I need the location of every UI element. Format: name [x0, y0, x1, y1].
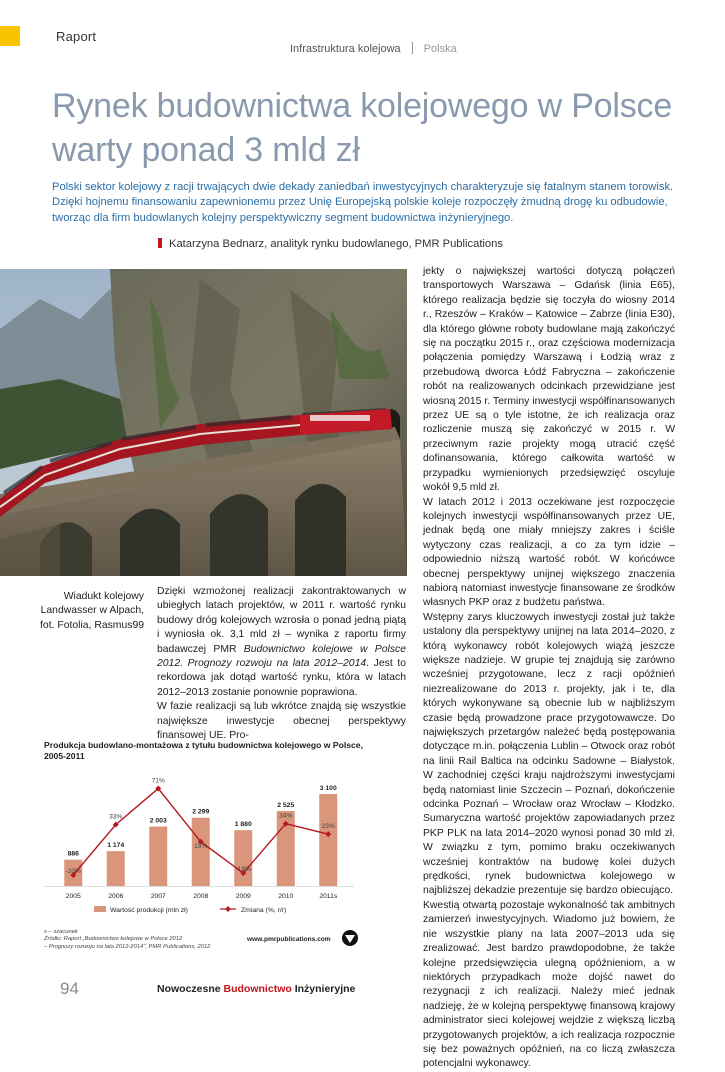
bar-2007	[149, 827, 167, 886]
bar-label-2011s: 3 100	[319, 784, 337, 792]
chart-note-1: s – szacunek	[44, 929, 78, 935]
article-title	[52, 84, 692, 172]
x-tick-2006: 2006	[108, 893, 124, 900]
legend-label-line: Zmiana (%, r/r)	[241, 907, 287, 914]
change-label-2009: -18%	[235, 866, 251, 874]
viaduct-illustration	[0, 269, 407, 576]
right-paragraph-2: W latach 2012 i 2013 oczekiwane jest rozpoczęcie kolejnych inwestycji współfinansowanych przez UE, jednak będą one miały mniejszy zakres i ściśle wytyczony czas realizacji, a co za tym idzie – odpowiednio niższą wartość robót. W końcówce obecnej perspektywy unijnej większego znaczenia nabiorą natomiast inwestycje finansowane ze środków własnych PKP oraz z budżetu państwa.	[423, 496, 675, 609]
bar-label-2007: 2 003	[149, 817, 167, 825]
legend-swatch-point	[225, 906, 231, 912]
right-paragraph-3: Wstępny zarys kluczowych inwestycji został już także ustalony dla perspektywy unijnej na lata 2014–2020, z którą wykonawcy robót kolejowych wiążą jeszcze większe nadzieje. W grupie tej znajdują się zarówno wcześniej przygotowane, lecz z racji opóźnień niezrealizowane do 2013 r. projekty, jak i te, dla których wykonywane są obecnie lub w najbliższym czasie będą prowadzone prace przygotowawcze. Do największych przetargów należeć będą postępowania dotyczące m.in. połączenia Lublin – Otwock oraz robót na linii Rail Baltica na odcinku Sadowne – Białystok. W zachodniej części kraju najdroższymi inwestycjami będą natomiast linie Szczecin – Poznań, dokończenie odcinka Poznań – Wrocław oraz Wrocław – Kłodzko. Sumaryczna wartość projektów zapowiadanych przez PKP PLK na lata 2014–2020 wynosi ponad 30 mld zł. W związku z tym, pomimo braku oczekiwanych wcześniej kontraktów na budowę kolei dużych prędkości, rynek budownictwa kolejowego w najbliższej dekadzie prezentuje się bardzo obiecująco.	[423, 611, 675, 897]
breadcrumb-country: Polska	[423, 43, 457, 55]
production-chart	[44, 740, 364, 955]
magazine-name-part-1: Nowoczesne	[157, 983, 224, 995]
breadcrumb-category: Infrastruktura kolejowa	[290, 43, 401, 55]
change-label-2006: 33%	[109, 813, 123, 821]
change-label-2010: 34%	[279, 812, 293, 820]
author-name: Katarzyna Bednarz	[169, 238, 265, 250]
bar-label-2005: 886	[67, 850, 79, 858]
article-column-right	[423, 265, 675, 1072]
byline-marker	[158, 238, 162, 248]
magazine-name	[157, 983, 355, 995]
magazine-name-part-2: Budownictwo	[223, 983, 292, 995]
x-tick-2008: 2008	[193, 893, 209, 900]
page-number: 94	[60, 979, 79, 998]
section-label: Raport	[56, 29, 97, 44]
pmr-logo-icon	[341, 929, 359, 947]
report-title-citation: Budownictwo kolejowe w Polsce 2012. Prognozy rozwoju na lata 2012–2014	[157, 643, 406, 670]
bar-label-2010: 2 525	[277, 802, 295, 810]
change-label-2011s: 23%	[321, 823, 335, 831]
chart-title: Produkcja budowlano-montażowa z tytułu budownictwa kolejowego w Polsce, 2005-2011	[44, 740, 363, 761]
x-tick-2009: 2009	[235, 893, 251, 900]
x-tick-2011s: 2011s	[319, 893, 338, 900]
change-label-2005: -20%	[65, 868, 81, 875]
bar-label-2009: 1 880	[234, 821, 252, 829]
bar-2008	[192, 818, 210, 886]
right-paragraph-4: Kwestią otwartą pozostaje wykonalność tak ambitnych zamierzeń inwestycyjnych. Wiadomo już bowiem, że nie wszystkie plany na lata 2007–2013 uda się zrealizować. Jest bardzo prawdopodobne, że także kolejne przedsięwzięcia ulegną opóźnieniom, a w niektórych przypadkach może dojść nawet do rezygnacji z ich realizacji. Należy mieć jednak nadzieję, że w kolejną perspektywę finansową krajowy administrator sieci kolejowej wejdzie z większą liczbą przygotowanych projektów, a ich realizacja rozpocznie się bez poważnych opóźnień, na co liczą zwłaszcza potencjalni wykonawcy.	[423, 899, 675, 1070]
chart-note-3: – Prognozy rozwoju na lata 2012-2014", PMR Publications, 2012	[44, 943, 211, 950]
byline	[158, 238, 503, 250]
chart-plot	[44, 766, 364, 926]
middle-paragraph-2: W fazie realizacji są lub wkrótce znajdą się wszystkie największe inwestycje obecnej perspektywy finansowej UE. Pro-	[157, 701, 406, 742]
magazine-name-part-3: Inżynieryjne	[291, 983, 356, 995]
change-label-2008: 15%	[194, 842, 208, 850]
change-label-2007: 71%	[151, 777, 165, 785]
bar-label-2008: 2 299	[192, 808, 210, 816]
legend-label-bars: Wartość produkcji (mln zł)	[110, 907, 188, 914]
article-lead: Polski sektor kolejowy z racji trwających dwie dekady zaniedbań inwestycyjnych charakteryzuje się fatalnym stanem torowisk. Dzięki hojnemu finansowaniu zapewnionemu przez Unię Europejską polskie koleje rozpoczęły żmudną drogę ku odbudowie, tworząc dla firm budowlanych kolejny perspektywiczny segment budownictwa inżynieryjnego.	[52, 181, 674, 224]
right-paragraph-1: jekty o największej wartości dotyczą połączeń transportowych Warszawa – Gdańsk (linia E65), którego realizacja będzie się toczyła do wiosny 2014 r., Rzeszów – Kraków – Katowice – Zabrze (linia E30), dla którego główne roboty budowlane mają zakończyć się na początku 2015 r., oraz częściowa modernizacja połączenia pomiędzy Warszawą i Łodzią wraz z przebudową dworca Łódź Fabryczna – zakończenie robót na realizowanych odcinkach przewidziane jest wiosną 2015 r. Terminy inwestycji współfinansowanych przez UE są o tyle istotne, że ich realizacja oraz rozliczenie muszą się zakończyć w 2015 r. W przeciwnym razie projekty mogą utracić część dofinansowania, którego całkowita wartość w przypadku wymienionych przedsięwzięć oscyluje wokół 9,5 mld zł.	[423, 266, 675, 494]
chart-note-2: Źródło: Raport „Budownictwo kolejowe w Polsce 2012	[44, 936, 183, 943]
bar-label-2006: 1 174	[107, 842, 125, 850]
viaduct-photo	[0, 269, 407, 576]
middle-paragraph-1-start: Dzięki wzmożonej realizacji zakontraktowanych w ubiegłych latach projektów, w 2011 r. wartość rynku budowy dróg kolejowych wzrosła o ponad jedną piątą i wyniosła ok. 3,1 mld zł – wynika z raportu firmy badawczej PMR	[157, 586, 406, 655]
section-color-tab	[0, 26, 20, 46]
article-column-middle	[157, 585, 406, 743]
photo-caption: Wiadukt kolejowy Landwasser w Alpach, fot. Fotolia, Rasmus99	[40, 591, 144, 631]
bar-2009	[234, 830, 252, 886]
x-tick-2010: 2010	[278, 893, 294, 900]
bar-2006	[107, 851, 125, 886]
breadcrumb	[290, 42, 457, 55]
middle-paragraph-1	[157, 585, 406, 700]
x-tick-2007: 2007	[150, 893, 166, 900]
middle-paragraph-1-end: . Jest to rekordowa jak dotąd wartość rynku, która w latach 2012–2013 zostanie ponownie poprawiona.	[157, 658, 406, 698]
x-tick-2005: 2005	[65, 893, 81, 900]
chart-notes	[44, 929, 244, 951]
title-line-2: warty ponad 3 mld zł	[52, 131, 360, 169]
bar-2011s	[319, 794, 337, 886]
author-role: , analityk rynku budowlanego, PMR Publications	[264, 238, 503, 250]
breadcrumb-divider	[412, 42, 413, 54]
legend-swatch-bars	[94, 906, 106, 912]
title-line-1: Rynek budownictwa kolejowego w Polsce	[52, 87, 673, 125]
chart-source-url: www.pmrpublications.com	[247, 936, 331, 943]
